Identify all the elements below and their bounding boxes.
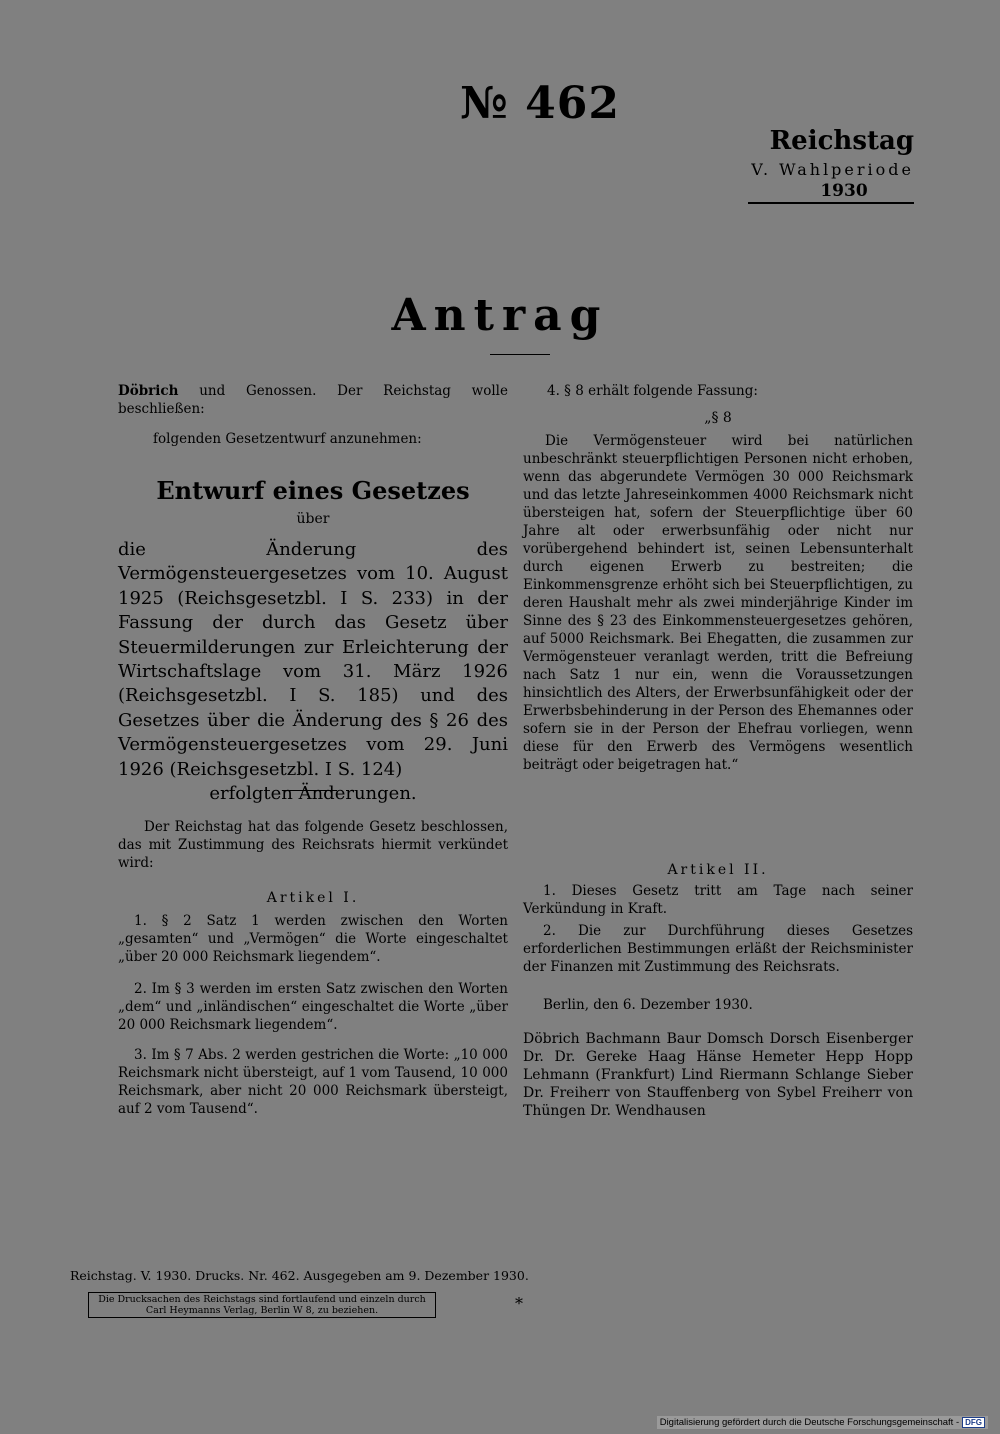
intro-name: Döbrich (118, 383, 179, 399)
article-2-item-2: 2. Die zur Durchführung dieses Gesetzes erforderlichen Bestimmungen erläßt der Reichsminister der Finanzen mit Zustimmung des Reichsrats. (523, 923, 913, 975)
section-8-text: Die Vermögensteuer wird bei natürlichen unbeschränkt steuerpflichtigen Personen nicht erhoben, wenn das abgerundete Vermögen 30 000 Reichsmark und das letzte Jahreseinkommen 4000 Reichsmark nicht übersteigen hat, sofern der Steuerpflichtige über 60 Jahre alt oder erwerbsunfähig oder nicht nur vorübergehend behindert ist, seinen Lebensunterhalt durch eigenen Erwerb zu bestreiten; die Einkommensgrenze erhöht sich bei Steuerpflichtigen, zu deren Haushalt mehr als zwei minderjährige Kinder im Sinne des § 23 des Einkommensteuergesetzes gehören, auf 5000 Reichsmark. Bei Ehegatten, die zusammen zur Vermögensteuer veranlagt werden, tritt die Befreiung nach Satz 1 nur ein, wenn die Voraussetzungen hinsichtlich des Alters, der Erwerbsunfähigkeit oder der Erwerbsbehinderung in der Person des Ehemannes oder sofern sie in der Person der Ehefrau vorliegen, wenn diese für den Erwerb des Vermögens wesentlich beiträgt oder beigetragen hat.“ (523, 433, 913, 773)
draft-heading: Entwurf eines Gesetzes (156, 476, 470, 505)
asterisk: * (515, 1294, 523, 1313)
place-date: Berlin, den 6. Dezember 1930. (543, 997, 753, 1013)
digitization-text: Digitalisierung gefördert durch die Deutsche Forschungsgemeinschaft - (659, 1417, 960, 1428)
document-number: № 462 (460, 78, 620, 129)
intro-paragraph (118, 382, 508, 418)
law-title-last: erfolgten Änderungen. (209, 783, 417, 805)
ueber-label: über (296, 511, 330, 527)
article-2-item-1: 1. Dieses Gesetz tritt am Tage nach seiner Verkündung in Kraft. (523, 883, 913, 917)
year: 1930 (820, 181, 868, 201)
law-title-text: die Änderung des Vermögensteuergesetzes vom 10. August 1925 (Reichsgesetzbl. I S. 233) in der Fassung der durch das Gesetz über Steuermilderungen zur Erleichterung der Wirtschaftslage vom 31. März 1926 (Reichsgesetzbl. I S. 185) und des Gesetzes über die Änderung des § 26 des Vermögensteuergesetzes vom 29. Juni 1926 (Reichsgesetzbl. I S. 124) (118, 539, 508, 780)
wahlperiode: V. Wahlperiode (751, 160, 914, 179)
article-1-item-1: 1. § 2 Satz 1 werden zwischen den Worten „gesamten“ und „Vermögen“ die Worte eingeschaltet „über 20 000 Reichsmark liegendem“. (118, 913, 508, 965)
article-1-item-4: 4. § 8 erhält folgende Fassung: (547, 383, 758, 399)
signatories: Döbrich Bachmann Baur Domsch Dorsch Eisenberger Dr. Dr. Gereke Haag Hänse Hemeter Hepp Hopp Lehmann (Frankfurt) Lind Riermann Schlange Sieber Dr. Freiherr von Stauffenberg von Sybel Freiherr von Thüngen Dr. Wendhausen (523, 1031, 913, 1119)
distribution-note: Die Drucksachen des Reichstags sind fortlaufend und einzeln durch Carl Heymanns Verlag, Berlin W 8, zu beziehen. (88, 1292, 436, 1318)
law-title (118, 538, 508, 806)
section-8-heading: „§ 8 (704, 410, 732, 426)
resolution-paragraph: Der Reichstag hat das folgende Gesetz beschlossen, das mit Zustimmung des Reichsrats hiermit verkündet wird: (118, 819, 508, 871)
article-1-item-3: 3. Im § 7 Abs. 2 werden gestrichen die Worte: „10 000 Reichsmark nicht übersteigt, auf 1 vom Tausend, 10 000 Reichsmark, aber nicht 20 000 Reichsmark übersteigt, auf 2 vom Tausend“. (118, 1047, 508, 1117)
article-1-heading: Artikel I. (266, 890, 360, 906)
digitization-credit (657, 1416, 988, 1429)
intro-paragraph-2: folgenden Gesetzentwurf anzunehmen: (153, 431, 422, 447)
intro-text: und Genossen. Der Reichstag wolle beschließen: (118, 383, 508, 417)
title-rule (490, 354, 550, 355)
article-1-item-2: 2. Im § 3 werden im ersten Satz zwischen den Worten „dem“ und „inländischen“ eingeschaltet die Worte „über 20 000 Reichsmark liegendem“. (118, 981, 508, 1033)
reichstag-header (744, 126, 914, 201)
section-rule (282, 790, 337, 791)
dfg-logo: DFG (962, 1417, 985, 1428)
article-2-heading: Artikel II. (667, 862, 769, 878)
reichstag-title: Reichstag (769, 126, 914, 156)
header-rule (748, 202, 914, 204)
page-title: Antrag (391, 290, 609, 341)
footer-line: Reichstag. V. 1930. Drucks. Nr. 462. Ausgegeben am 9. Dezember 1930. (70, 1268, 529, 1283)
